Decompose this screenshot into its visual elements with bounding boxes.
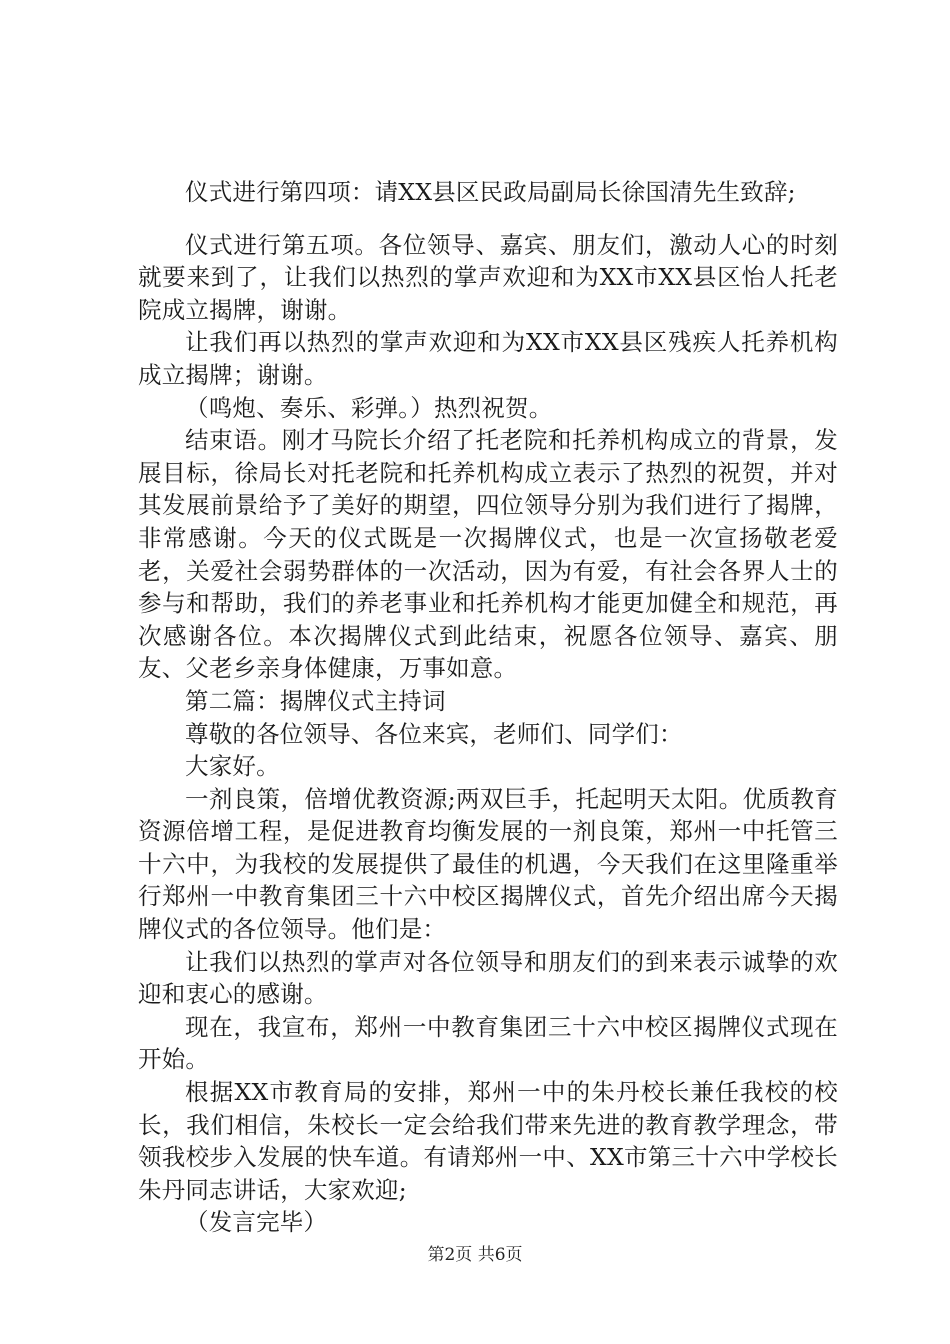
paragraph: 让我们再以热烈的掌声欢迎和为XX市XX县区残疾人托养机构成立揭牌；谢谢。	[138, 328, 838, 389]
paragraph: （发言完毕）	[185, 1208, 328, 1237]
document-body	[138, 176, 838, 1239]
paragraph: 现在，我宣布，郑州一中教育集团三十六中校区揭牌仪式现在开始。	[138, 1012, 838, 1074]
paragraph: 结束语。刚才马院长介绍了托老院和托养机构成立的背景，发展目标，徐局长对托老院和托养机构成立表示了热烈的祝贺，并对其发展前景给予了美好的期望，四位领导分别为我们进行了揭牌，非常感谢。今天的仪式既是一次揭牌仪式，也是一次宣扬敬老爱老，关爱社会弱势群体的一次活动，因为有爱，有社会各界人士的参与和帮助，我们的养老事业和托养机构才能更加健全和规范，再次感谢各位。本次揭牌仪式到此结束，祝愿各位领导、嘉宾、朋友、父老乡亲身体健康，万事如意。	[138, 426, 838, 683]
paragraph: （鸣炮、奏乐、彩弹。）热烈祝贺。	[185, 393, 553, 422]
paragraph: 让我们以热烈的掌声对各位领导和朋友们的到来表示诚挚的欢迎和衷心的感谢。	[138, 947, 838, 1009]
paragraph: 仪式进行第五项。各位领导、嘉宾、朋友们，激动人心的时刻就要来到了，让我们以热烈的掌声欢迎和为XX市XX县区怡人托老院成立揭牌，谢谢。	[138, 230, 838, 324]
paragraph: 一剂良策，倍增优教资源;两双巨手，托起明天太阳。优质教育资源倍增工程，是促进教育均衡发展的一剂良策，郑州一中托管三十六中，为我校的发展提供了最佳的机遇，今天我们在这里隆重举行郑州一中教育集团三十六中校区揭牌仪式，首先介绍出席今天揭牌仪式的各位领导。他们是：	[138, 784, 838, 944]
paragraph: 仪式进行第四项：请XX县区民政局副局长徐国清先生致辞;	[185, 178, 796, 206]
greeting: 大家好。	[185, 752, 280, 781]
page-number-footer: 第2页 共6页	[427, 1245, 523, 1265]
section-heading: 第二篇：揭牌仪式主持词	[185, 686, 446, 715]
paragraph: 根据XX市教育局的安排，郑州一中的朱丹校长兼任我校的校长，我们相信，朱校长一定会给我们带来先进的教育教学理念，带领我校步入发展的快车道。有请郑州一中、XX市第三十六中学校长朱丹同志讲话，大家欢迎;	[138, 1078, 838, 1204]
salutation: 尊敬的各位领导、各位来宾，老师们、同学们：	[185, 719, 683, 748]
